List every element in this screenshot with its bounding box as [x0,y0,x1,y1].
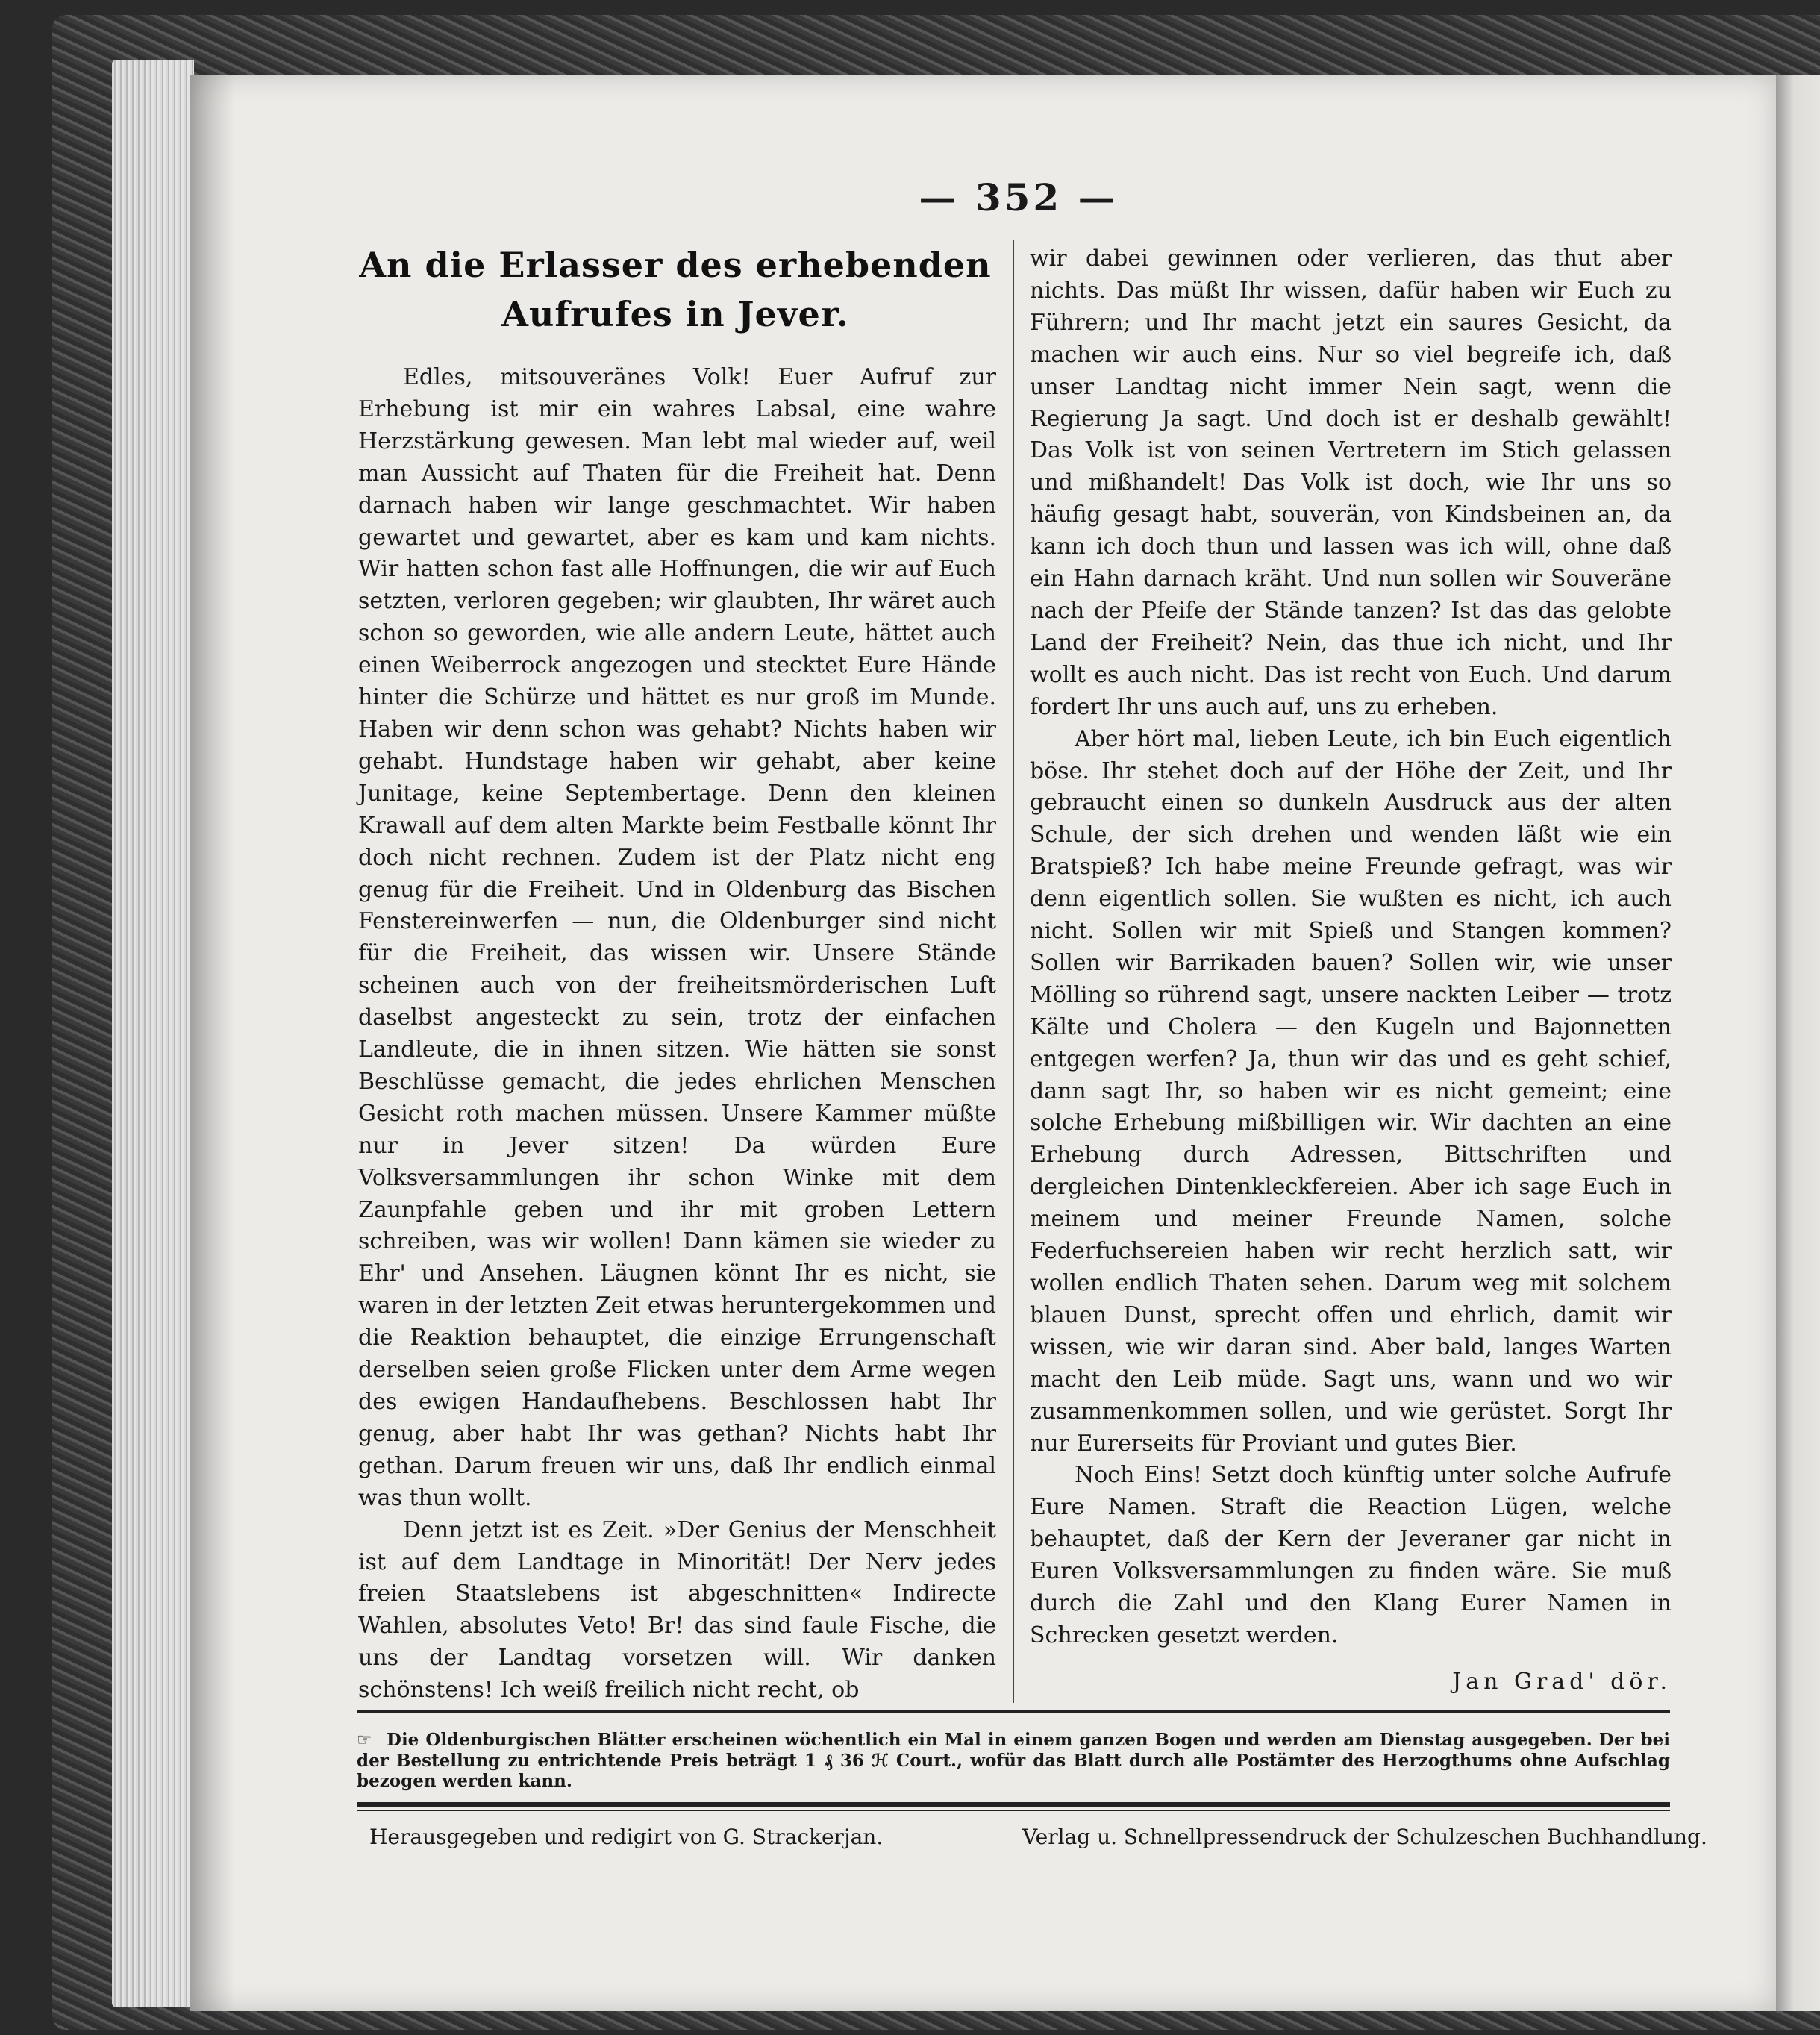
page-edges [112,60,194,2007]
subscription-notice [357,1730,1670,1791]
title-line-1: An die Erlasser des erhebenden [359,245,992,285]
right-column [1030,243,1672,1698]
page-number: — 352 — [919,175,1119,219]
paragraph: Denn jetzt ist es Zeit. »Der Genius der Menschheit ist auf dem Landtage in Minorität! Der Nerv jedes freien Staatslebens ist abgeschnitten« Indirecte Wahlen, absolutes Veto! Br! das sind faule Fische, die uns der Landtag vorsetzen will. Wir danken schönstens! Ich weiß freilich nicht recht, ob [358,1516,996,1704]
column-divider [1013,240,1014,1703]
paragraph: Aber hört mal, lieben Leute, ich bin Euch eigentlich böse. Ihr stehet doch auf der Höhe der Zeit, und Ihr gebraucht einen so dunkeln Ausdruck aus der alten Schule, der sich drehen und wenden läßt wie ein Bratspieß? Ich habe meine Freunde gefragt, was wir denn eigentlich sollen. Sie wußten es nicht, ich auch nicht. Sollen wir mit Spieß und Stangen kommen? Sollen wir Barrikaden bauen? Sollen wir, wie unser Mölling so rührend sagt, unsere nackten Leiber — trotz Kälte und Cholera — den Kugeln und Bajonnetten entgegen werfen? Ja, thun wir das und es geht schief, dann sagt Ihr, so haben wir es nicht gemeint; eine solche Erhebung mißbilligen wir. Wir dachten an eine Erhebung durch Adressen, Bittschriften und dergleichen Dintenkleckfereien. Aber ich sage Euch in meinem und meiner Freunde Namen, solche Federfuchsereien haben wir recht herzlich satt, wir wollen endlich Thaten sehen. Darum weg mit solchem blauen Dunst, sprecht offen und ehrlich, damit wir wissen, wie wir daran sind. Aber bald, langes Warten macht den Leib müde. Sagt uns, wann und wo wir zusammenkommen sollen, und wie gerüstet. Sorgt Ihr nur Eurerseits für Proviant und gutes Bier. [1030,725,1672,1457]
title-line-2: Aufrufes in Jever. [501,294,849,334]
binding-shadow [190,75,235,2011]
paragraph: Noch Eins! Setzt doch künftig unter solche Aufrufe Eure Namen. Straft die Reaction Lügen, welche behauptet, daß der Kern der Jeveraner gar nicht in Euren Volksversammlungen zu finden wäre. Sie muß durch die Zahl und den Klang Eurer Namen in Schrecken gesetzt werden. [1030,1462,1672,1648]
left-column [358,362,996,1707]
pointing-hand-icon: ☞ [357,1731,372,1750]
publisher-imprint: Verlag u. Schnellpressendruck der Schulzeschen Buchhandlung. [1022,1825,1707,1849]
footer-rule [357,1710,1670,1713]
paragraph: wir dabei gewinnen oder verlieren, das thut aber nichts. Das müßt Ihr wissen, dafür haben wir Euch zu Führern; und Ihr macht jetzt ein saures Gesicht, da machen wir auch eins. Nur so viel begreife ich, daß unser Landtag nicht immer Nein sagt, wenn die Regierung Ja sagt. Und doch ist er deshalb gewählt! Das Volk ist von seinen Vertretern im Stich gelassen und mißhandelt! Das Volk ist doch, wie Ihr uns so häufig gesagt habt, souverän, von Kindsbeinen an, da kann ich doch thun und lassen was ich will, ohne daß ein Hahn darnach kräht. Und nun sollen wir Souveräne nach der Pfeife der Stände tanzen? Ist das das gelobte Land der Freiheit? Nein, das thue ich nicht, und Ihr wollt es auch nicht. Das ist recht von Euch. Und darum fordert Ihr uns auch auf, uns zu erheben. [1030,246,1672,720]
editor-imprint: Herausgegeben und redigirt von G. Strackerjan. [369,1825,884,1849]
notice-text: Die Oldenburgischen Blätter erscheinen wöchentlich ein Mal in einem ganzen Bogen und werden am Dienstag ausgegeben. Der bei der Bestellung zu entrichtende Preis beträgt 1 ₰ 36 ℋ Court., wofür das Blatt durch alle Postämter des Herzogthums ohne Aufschlag bezogen werden kann. [357,1730,1670,1791]
facing-page-edge [1776,75,1820,2011]
double-rule [357,1802,1670,1811]
article-title [354,240,996,339]
paragraph: Edles, mitsouveränes Volk! Euer Aufruf zur Erhebung ist mir ein wahres Labsal, eine wahre Herzstärkung gewesen. Man lebt mal wieder auf, weil man Aussicht auf Thaten für die Freiheit hat. Denn darnach haben wir lange geschmachtet. Wir haben gewartet und gewartet, aber es kam und kam nichts. Wir hatten schon fast alle Hoffnungen, die wir auf Euch setzten, verloren gegeben; wir glaubten, Ihr wäret auch schon so geworden, wie alle andern Leute, hättet auch einen Weiberrock angezogen und stecktet Eure Hände hinter die Schürze und hättet es nur groß im Munde. Haben wir denn schon was gehabt? Nichts haben wir gehabt. Hundstage haben wir gehabt, aber keine Junitage, keine Septembertage. Denn den kleinen Krawall auf dem alten Markte beim Festballe könnt Ihr doch nicht rechnen. Zudem ist der Platz nicht eng genug für die Freiheit. Und in Oldenburg das Bischen Fenstereinwerfen — nun, die Oldenburger sind nicht für die Freiheit, das wissen wir. Unsere Stände scheinen auch von der freiheitsmörderischen Luft daselbst angesteckt zu sein, trotz der einfachen Landleute, die in ihnen sitzen. Wie hätten sie sonst Beschlüsse gemacht, die jedes ehrlichen Menschen Gesicht roth machen müssen. Unsere Kammer müßte nur in Jever sitzen! Da würden Eure Volksversammlungen ihr schon Winke mit dem Zaunpfahle geben und ihr mit groben Lettern schreiben, was wir wollen! Dann kämen sie wieder zu Ehr' und Ansehen. Läugnen könnt Ihr es nicht, sie waren in der letzten Zeit etwas heruntergekommen und die Reaktion behauptet, die einzige Errungenschaft derselben seien große Flicken unter dem Arme wegen des ewigen Handaufhebens. Beschlossen habt Ihr genug, aber habt Ihr was gethan? Nichts habt Ihr gethan. Darum freuen wir uns, daß Ihr endlich einmal was thun wollt. [358,364,996,1511]
signature: Jan Grad' dör. [1452,1669,1672,1695]
